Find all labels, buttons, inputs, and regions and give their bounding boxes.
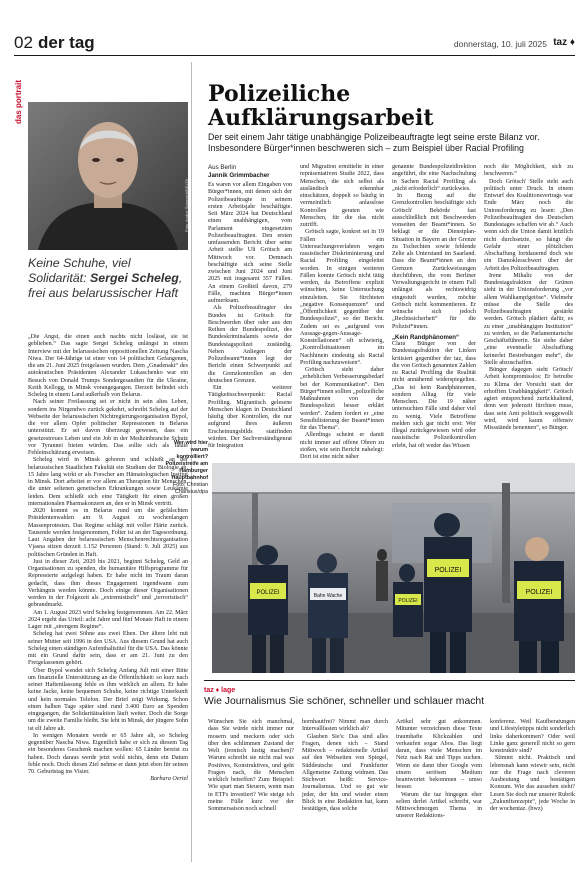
paragraph: Clara Bünger von der Bundestagsfraktion der Linken kritisiert gegenüber der taz, dass die von Grötsch genannten Zahlen zu Racial Profiling die Realität nicht annähernd widerspiegelten. „Das ist kein Randphänomen, sondern Alltag für viele Menschen. Die 19 näher untersuchten Fälle sind daher viel zu wenig. Viele Betroffene melden sich gar nicht erst: Wer illegal zurückgewiesen wird oder rassistische Polizeikontrollen erlebt, hat oft weder das Wissen xyxy=(392,341,476,449)
vest-label: POLIZEI xyxy=(434,567,462,574)
paragraph: Am 1. August 2023 wird Scheleg festgenommen. Am 22. März 2024 ergeht das Urteil: acht Jahre und fünf Monate Haft in einem Lager mit „strengem Regime“. xyxy=(28,609,188,630)
paragraph: Doch Grötsch' Stelle steht auch politisch unter Druck. In einem Entwurf des Koalitionsvertrags war Ende März noch die Unionsforderung zu lesen: „Den Polizeibeauftragten des Deutschen Bundestages schaffen wir ab.“ Auch wenn sich die Union damit letztlich nicht durchsetzte, so hängt die Gefahr einer plötzlichen Abschaffung fortdauernd doch wie ein Damoklesschwert über der Arbeit des Polizeibeauftragten. xyxy=(484,178,573,272)
paragraph: noch die Möglichkeit, sich zu beschweren.“ xyxy=(484,164,573,178)
portrait-body xyxy=(28,334,188,784)
box-column-2 xyxy=(302,719,388,813)
paragraph: konferenz. Weil Kaufberatungen und Lifestyletipps nicht sonderlich links daherkommen? Oder weil Linke ganz generell nicht so gern konstruktiv sind? xyxy=(490,719,575,754)
vest-label: POLIZEI xyxy=(525,589,553,596)
photo-caption xyxy=(160,440,208,496)
paragraph: Wünschen Sie sich manchmal, dass Sie würde nicht immer nur mosern und meckern oder sich über den schlimmen Zustand der Welt (ironisch lustig machen)? Warum schreibt sie nicht mal was Positives, Konstruktives, und geht Fragen nach, die Menschen wirklich betreffen? Zum Beispiel: Wie spart man Steuern, wenn man in ETFs investiert? Wie steige ich meine Fülle kurz vor der Sommersaison noch schnell xyxy=(208,719,294,812)
paragraph: Als Polizeibeauftragter des Bundes ist Grötsch für Beschwerden über oder aus den Reihen der Bundespolizei, des Bundeskriminalamts sowie der Bundestagspolizei zuständig. Neben Anliegen der Polizeibeamt*innen legt der Bericht einen Schwerpunkt auf die Grenzkontrollen an den deutschen Grenzen. xyxy=(208,305,292,384)
section-name: der tag xyxy=(38,33,95,52)
byline-author: Jannik Grimmbacher xyxy=(208,171,270,179)
vest-label: POLIZEI xyxy=(398,598,418,604)
paragraph: und Migration ermittelte in einer repräsentativen Studie 2022, dass Menschen, die sich selbst als ausländisch erkennbar einschätzen, doppelt so häufig in vermeintlich anlasslose Kontrollen geraten wie Menschen, für die das nicht zutrifft. xyxy=(300,164,384,228)
paragraph: Über Bypol wendet sich Scheleg Anfang Juli mit einer Bitte um finanzielle Unterstützung an die Öffentlichkeit: so kurz nach seiner Haftentlassung fehle es ihm wirklich an allem. Er habe keine Jacke, keine bequemen Schuhe, keine richtige Unterkunft und kein normales Telefon. Der Brief zeigt Wirkung. Schon einen halben Tage später sind rund 3.400 Euro an Spenden eingegangen, die Solidaritätsaktion läuft weiter. Doch die Sorge um die zweite Familie bleibt. Sie lebt in Minsk, der jüngere Sohn ist elf Jahre alt. xyxy=(28,667,188,732)
paragraph: Nach seiner Freilassung sei er nicht in sein altes Leben, sondern ins Nirgendwo zurück gekehrt, schreibt Scheleg auf der Webseite der belarussischen Nichtregierungsorganisation Bypol, die vor allem Opfer politischer Repressionen in Belarus unterstützt. Er sei davon überzeugt gewesen, dass ein gesetzestreues Leben und ein Job in der Medizinbranche Schutz vor Tyrannei bieten würden. Das sollte sich als fatale Fehleinschätzung erweisen. xyxy=(28,399,188,456)
police-photo xyxy=(212,463,575,673)
paragraph: Bünger dagegen sieht Grötsch' Arbeit kompromisslos: Er betreibe zu Klima der Vorsicht statt der erhofften Unabhängigkeit“. Grötsch agiert entsprechend zurückhaltend, denn wer jederzeit fürchten muss, dass sein Amt politisch weggewollt wird, wird kaum offensiv Missstände benennen“, so Bünger. xyxy=(484,367,573,431)
portrait-photo-image xyxy=(28,102,188,250)
paragraph: Warum die taz hingegen eher selten derlei Artikel schreibt, war Mittwochmorgen Thema in unserer Redaktions- xyxy=(396,791,482,820)
paragraph: genannte Bundespolizeidirektion angeführt, die eine Nachschulung in Sachen Racial Profiling als „nicht erforderlich“ zurückwies. xyxy=(392,164,476,192)
box-column-1 xyxy=(208,719,294,813)
portrait-author: Barbara Oertel xyxy=(150,776,188,783)
taz-logo: taz ♦ xyxy=(553,37,575,48)
paragraph: Allerdings scheint er damit nicht immer auf offene Ohren zu stoßen, wie sein Bericht nahelegt: Dort ist eine nicht näher xyxy=(300,432,384,460)
byline-place: Aus Berlin xyxy=(208,164,237,171)
taz-lage-tag: taz ♦ lage xyxy=(204,687,236,694)
paragraph: Grötsch sagte, konkret sei in 19 Fällen ein Untersuchungsverfahren wegen rassistischer Diskriminierung und Racial Profiling eingeleitet worden. In einigen weiteren Fällen konnte Grötsch nicht tätig werden, da Betroffene explizit wünschten, keine Untersuchung einzuleiten. Sie fürchteten „negative Konsequenzen“ und „Öffentlichkeit gegenüber der Bundespolizei“, so der Bericht. Zudem sei es „aufgrund von Aussage-gegen-Aussage-Konstellationen“ oft schwierig, „Kontrollsituationen im Nachhinein eindeutig als Racial Profiling nachzuweisen“. xyxy=(300,229,384,366)
page-header xyxy=(14,34,575,56)
portrait-photo-credit: Foto: Andrei Stasevich/BELTA xyxy=(184,178,189,232)
portrait-tag: das portrait xyxy=(14,79,23,124)
vest-label: Bahn Wache xyxy=(313,593,343,599)
quote-name: Sergei Scheleg xyxy=(89,271,179,285)
section-number: 02 xyxy=(14,33,33,52)
paragraph: In wenigen Monaten werde er 65 Jahre alt, so Scheleg gegenüber Nascha Niwa. Eigentlich habe er sich zu diesem Tag ein besonderes Geschenk machen wollen: 65 Länder bereist zu haben. Doch daraus werde jetzt wohl nichts, denn ein Datum fehle noch. Doch diesen Ziel nehme er dann jetzt eben für seinen 70. Geburtstag ins Visier. xyxy=(28,732,188,775)
paragraph: Irene Mihalic von der Bundestagsfraktion der Grünen sieht in der Unionsforderung „vor allem Wahlkampfgetöse“. Vielmehr müsse die Stelle des Polizeibeauftragten gestärkt werden. Grötsch plädiert dafür, es zu einer „unabhängigen Institution“ zu werden, so die Parlamentarische Geschäftsführerin. Sie siehe daher „eine eventuelle Abschaffung keinerlei Bestrebungen mehr“, die Stelle abzuschaffen. xyxy=(484,272,573,366)
paragraph: hornhautfrei? Nimmt man durch Intervallfasten wirklich ab? xyxy=(302,719,388,733)
article-subhead: Der seit einem Jahr tätige unabhängige Polizeibeauftragte legt seine erste Bilanz vor. Insbesondere Bürger*innen beschweren sich – zum Beispiel über Racial Profiling xyxy=(208,132,540,153)
article-column-3 xyxy=(392,164,476,450)
paragraph: „Die Angst, die einen auch nachts nicht loslässt, sie ist geblieben.“ Das sagte Sergei Scheleg unlängst in einem Interview mit der belarussischen oppositionellen Zeitung Nascha Niwa. Der 64-Jährige ist einer von 14 politischen Gefangenen, die am 21. Juni 2025 freigelassen wurden. Dem „Gnadenakt“ des autokratischen Präsidenten Alexander Lukaschenko war ein Besuch von Donald Trumps Sondergesandten für die Ukraine, Keith Kellogg, in Minsk vorangegangen. Derzeit befindet sich Scheleg in einem Land außerhalb von Belarus. xyxy=(28,334,188,398)
paragraph: Stimmt nicht. Praktisch und lebensnah kann wiewir sein, nicht nur die Frage nach cleveren Ausbeutung und bestätigen Konsum. Wie das aussehen sieht? Lesen Sie doch nur unserer Rubrik „Zukunftsrezepte“, jede Woche in der wochentaz. (bwz) xyxy=(490,755,575,812)
paragraph: Scheleg wird in Minsk geboren und schließt an der belarussischen Staatlichen Fakultät ein Studium der Biologie ab. 15 Jahre lang wirkt er als Forscher am Hämatologischen Institut in Minsk. Dort arbeitet er vor allem an Therapien für Menschen, die unter seltenen genetischen Erkrankungen sowie Leukämie leiden. Dem schließt sich eine Tätigkeit für einen großen internationalen Pharmakonzern an, den er in Minsk vertritt. xyxy=(28,457,188,507)
vest-label: POLIZEI xyxy=(256,590,280,596)
article-column-1 xyxy=(208,182,292,450)
paragraph: In Bezug auf die Grenzkontrollen beschäftigte sich Grötsch' Behörde fast ausschließlich mit Beschwerden vonseiten der Beamt*innen. So beklagt er die Dienstplan-Situation in Bayern an der Grenze zu Tschechien sowie fehlende Zelte als Unterstand im Saarland. Dass die Beamt*innen an den Grenzen Zurückweisungen durchführen, die vom Berliner Verwaltungsgericht in einem Fall unlängst als rechtswidrig eingestuft wurden, möchte Grötsch nicht kommentieren. Er wünsche sich jedoch „Rechtssicherheit“ für die Polizist*innen. xyxy=(392,193,476,330)
section-subtitle: „Kein Randphänomen“ xyxy=(392,333,460,341)
quote-prefix: Keine Schuhe, viel Solidarität: xyxy=(28,256,131,285)
taz-lage-box xyxy=(204,680,575,820)
paragraph: Glauben Sie's: Das sind alles Fragen, denen sich – Stand Mittwoch – redaktionelle Artikel auf den Webseiten von Spiegel, Süddeutsche und Frankfurter Allgemeine Zeitung widmen. Das Stichwort heißt: Service-Journalismus. Und so gut wie jeder, der hin und wieder einen Blick in eine Redaktion hat, kann bestätigen, dass solche xyxy=(302,733,388,812)
caption-title: Wer wird hier warum kontrolliert? Polizeistreife am Hamburger Hauptbahnhof xyxy=(165,440,208,481)
article-column-2 xyxy=(300,164,384,461)
paragraph: Ein weiterer Tätigkeitsschwerpunkt: Racial Profiling. Migrantisch gelesene Menschen klagen in Deutschland häufig über Kontrollen, die nur aufgrund ihres äußeren Erscheinungsbilds stattfinden würden. Der Sachverständigenrat für Integration xyxy=(208,385,292,449)
box-column-3 xyxy=(396,719,482,821)
paragraph: Grötsch sieht daher „erheblichen Verbesserungsbedarf bei der Kommunikation“. Den Bürger*innen sollten „polizeiliche Maßnahmen von der Bundespolizei besser erklärt werden“. Zudem fordert er „eine Sensibilisierung der Beamt*innen für das Thema“. xyxy=(300,367,384,431)
portrait-headline xyxy=(28,256,190,301)
article-column-4 xyxy=(484,164,573,432)
caption-credit: Foto: Christian Charisius/dpa xyxy=(172,482,208,495)
police-photo-image xyxy=(212,463,575,673)
portrait-photo xyxy=(28,102,188,250)
taz-lage-title: Wie Journalismus Sie schöner, schneller und schlauer macht xyxy=(204,696,485,707)
article-byline xyxy=(208,164,270,179)
paragraph: 2020 kommt es in Belarus rund um die gefälschten Präsidentenwahlen am 9. August zu wochenlangen Massenprotesten. Das Regime schlägt mit voller Härte zurück. Tausende werden festgenommen, Folter ist an der Tagesordnung. Laut Angaben der belarussischen Menschenrechtsorganisation Vjasna sitzen derzeit 1.152 Personen (Stand: 9. Juli 2025) aus politischen Gründen in Haft. xyxy=(28,508,188,558)
article-headline: Polizeiliche Aufklärungsarbeit xyxy=(208,81,434,131)
paragraph: Just in dieser Zeit, 2020 bis 2021, beginnt Scheleg, Geld an Organisationen zu spenden, die humanitäre Hilfsprogramme für Repressierte aufgelegt haben. Er habe nicht im Traum daran gedacht, dass ihm dieses Engagement irgendwann zum Verhängnis werden könnte. Doch einige dieser Organisationen werden in der Folgezeit als „extremistisch“ und „terroristisch“ gebrandmarkt. xyxy=(28,558,188,609)
issue-date: donnerstag, 10. juli 2025 xyxy=(453,39,547,49)
paragraph: Es waren vor allem Eingaben von Bürger*innen, mit denen sich der Polizeibeauftragte in seinem ersten Arbeitsjahr beschäftigte. Seit März 2024 hat Deutschland einen unabhängigen, vom Parlament eingesetzten Polizeibeauftragten. Den ersten umfassenden Bericht über seine Arbeit stellte Uli Grötsch am Mittwoch vor. Demnach beschäftigte sich seine Stelle zwischen Juni 2024 und Juni 2025 mit insgesamt 357 Fällen. An einem Großteil davon, 279 Fälle, machten Bürger*innen aufmerksam. xyxy=(208,182,292,304)
quote-suffix: , frei aus belarussischer Haft xyxy=(28,271,183,300)
paragraph: Artikel sehr gut ankommen. Mitunter verzeichnen diese Texte traumhafte Klickzahlen und verkaufen sogar Abos. Das liegt daran, dass viele Menschen im Netz nach Rat und Tipps suchen. Wenn sie dann über Google vom einem seriösen Medium beantwortet bekommen – umso besser. xyxy=(396,719,482,791)
paragraph: Scheleg hat zwei Söhne aus zwei Ehen. Der ältere lebt mit seiner Mutter seit 1996 in den USA. Aus diesem Grund hat auch Scheleg einen ständigen Aufenthaltstitel für die USA. Das könnte mit ein Grund dafür sein, dass er am 21. Juni zu den Freigelassenen gehört. xyxy=(28,631,188,667)
box-column-4 xyxy=(490,719,575,813)
